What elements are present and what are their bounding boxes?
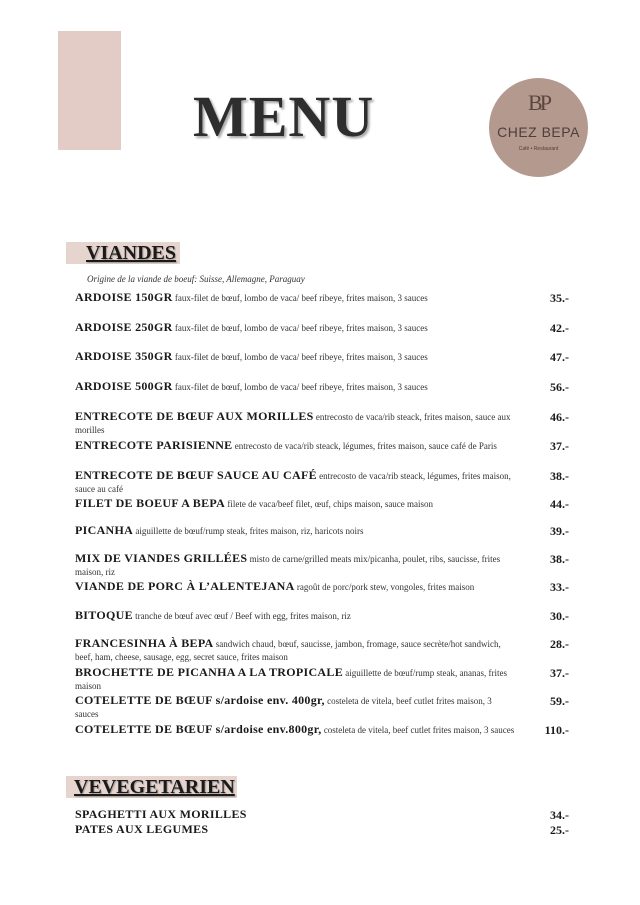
menu-item: FILET DE BOEUF A BEPA filete de vaca/beef filet, œuf, chips maison, sauce maison: [75, 496, 434, 510]
menu-item: ENTRECOTE PARISIENNE entrecosto de vaca/rib steack, légumes, frites maison, sauce café de Paris: [75, 438, 497, 452]
menu-item: COTELETTE DE BŒUF s/ardoise env.800gr, costeleta de vitela, beef cutlet frites maison, 3 sauces: [75, 722, 515, 736]
menu-item-price: 30.-: [550, 609, 569, 623]
menu-item-price: 25.-: [550, 823, 569, 837]
menu-item: VIANDE DE PORC À L’ALENTEJANA ragoût de porc/pork stew, vongoles, frites maison: [75, 579, 475, 593]
menu-item-price: 38.-: [550, 469, 569, 483]
menu-item-price: 110.-: [544, 723, 569, 737]
menu-item-price: 37.-: [550, 439, 569, 453]
menu-item: BROCHETTE DE PICANHA A LA TROPICALE aiguillette de bœuf/rump steak, ananas, frites maison: [75, 665, 507, 691]
menu-item: BITOQUE tranche de bœuf avec œuf / Beef with egg, frites maison, riz: [75, 608, 351, 622]
restaurant-logo: [489, 78, 588, 177]
menu-item-price: 47.-: [550, 350, 569, 364]
menu-item: MIX DE VIANDES GRILLÉES misto de carne/grilled meats mix/picanha, poulet, ribs, saucisse, frites maison, riz: [75, 551, 501, 577]
menu-item-price: 28.-: [550, 637, 569, 651]
menu-item: SPAGHETTI AUX MORILLES: [75, 807, 247, 821]
menu-item: FRANCESINHA À BEPA sandwich chaud, bœuf, saucisse, jambon, fromage, sauce secrète/hot sandwich, beef, ham, cheese, sausage, egg, secret sauce, frites maison: [75, 636, 501, 662]
menu-item-price: 44.-: [550, 497, 569, 511]
menu-item-price: 34.-: [550, 808, 569, 822]
logo-name: CHEZ BEPA: [497, 124, 580, 140]
menu-item: ARDOISE 150GR faux-filet de bœuf, lombo de vaca/ beef ribeye, frites maison, 3 sauces: [75, 290, 428, 304]
menu-item-price: 33.-: [550, 580, 569, 594]
menu-item-price: 35.-: [550, 291, 569, 305]
logo-monogram: BP: [528, 90, 549, 115]
page-title: MENU: [193, 84, 375, 149]
menu-item: ARDOISE 250GR faux-filet de bœuf, lombo de vaca/ beef ribeye, frites maison, 3 sauces: [75, 320, 428, 334]
decorative-block: [58, 31, 121, 150]
logo-subtitle: Café • Restaurant: [518, 146, 559, 152]
meat-origin-note: Origine de la viande de boeuf: Suisse, Allemagne, Paraguay: [87, 274, 305, 284]
menu-item: ENTRECOTE DE BŒUF SAUCE AU CAFÉ entrecosto de vaca/rib steack, légumes, frites maison, sauce au café: [75, 468, 511, 494]
menu-item: ENTRECOTE DE BŒUF AUX MORILLES entrecosto de vaca/rib steack, frites maison, sauce aux morilles: [75, 409, 511, 435]
menu-item-price: 38.-: [550, 552, 569, 566]
menu-item: COTELETTE DE BŒUF s/ardoise env. 400gr, costeleta de vitela, beef cutlet frites maison, 3 sauces: [75, 693, 492, 719]
menu-item: PATES AUX LEGUMES: [75, 822, 209, 836]
menu-item-price: 42.-: [550, 321, 569, 335]
menu-item-price: 56.-: [550, 380, 569, 394]
section-title-vegetarien: VEVEGETARIEN: [66, 776, 237, 798]
menu-item-price: 59.-: [550, 694, 569, 708]
menu-item: ARDOISE 500GR faux-filet de bœuf, lombo de vaca/ beef ribeye, frites maison, 3 sauces: [75, 379, 428, 393]
menu-item-price: 46.-: [550, 410, 569, 424]
section-title-viandes: VIANDES: [66, 242, 180, 264]
menu-item: ARDOISE 350GR faux-filet de bœuf, lombo de vaca/ beef ribeye, frites maison, 3 sauces: [75, 349, 428, 363]
menu-item-price: 39.-: [550, 524, 569, 538]
menu-item-price: 37.-: [550, 666, 569, 680]
menu-item: PICANHA aiguillette de bœuf/rump steak, frites maison, riz, haricots noirs: [75, 523, 364, 537]
